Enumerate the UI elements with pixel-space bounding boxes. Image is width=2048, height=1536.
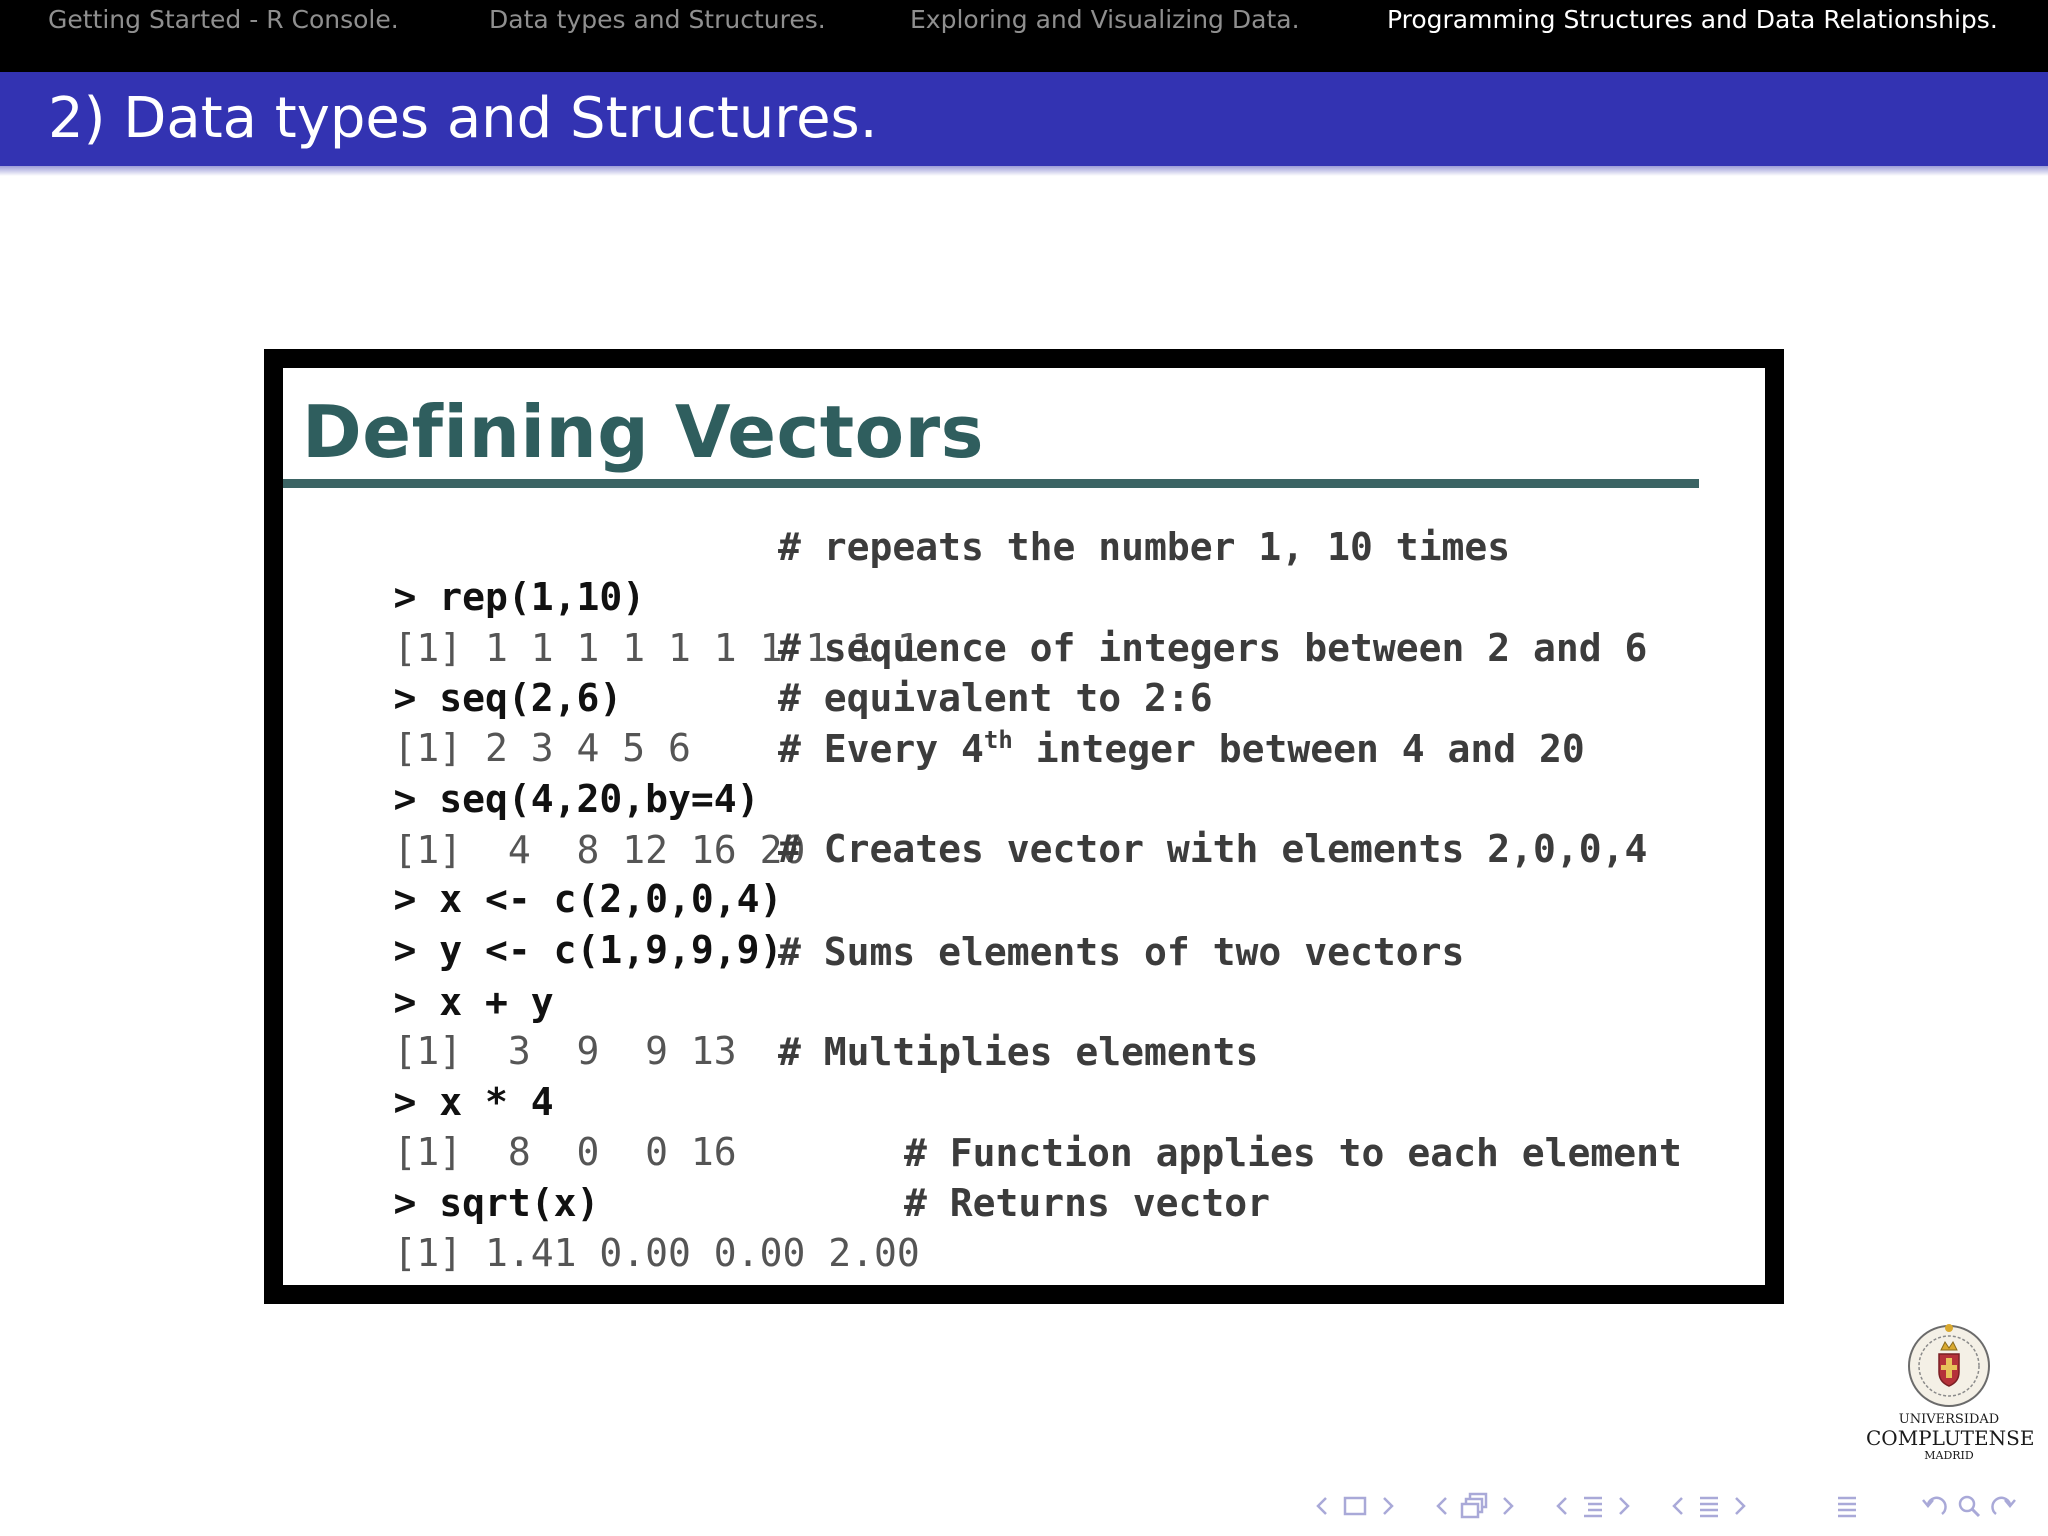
nav-doc-left-icon[interactable]	[1668, 1488, 1688, 1524]
code-comment: # Function applies to each element	[904, 1131, 1682, 1175]
code-line	[302, 976, 737, 1073]
nav-back-icon[interactable]	[1920, 1488, 1950, 1524]
nav-doc-icon[interactable]	[1694, 1488, 1724, 1524]
code-command: > x + y	[393, 980, 554, 1024]
nav-search-icon[interactable]	[1954, 1488, 1984, 1524]
code-line	[302, 1077, 737, 1174]
nav-section-right-icon[interactable]	[1614, 1488, 1634, 1524]
logo-text-complutense: COMPLUTENSE	[1866, 1426, 2035, 1450]
code-output: [1] 1.41 0.00 0.00 2.00	[393, 1231, 920, 1275]
code-line	[302, 824, 1648, 921]
code-output: [1] 4 8 12 16 20	[393, 828, 806, 872]
frame-title-bar	[0, 72, 2048, 166]
code-line	[302, 522, 1511, 619]
code-comment: # sequence of integers between 2 and 6	[778, 626, 1648, 670]
section-navigation-bar	[0, 0, 2048, 72]
code-command: > y <- c(1,9,9,9)	[393, 928, 783, 972]
nav-frame-left-icon[interactable]	[1312, 1488, 1332, 1524]
logo-text-madrid: MADRID	[1924, 1449, 1974, 1462]
code-output: [1] 1 1 1 1 1 1 1 1 1 1	[393, 626, 920, 670]
code-line	[302, 775, 806, 872]
code-command: > x * 4	[393, 1080, 554, 1124]
code-line	[302, 875, 783, 972]
university-logo	[1866, 1318, 2035, 1473]
frame-title: 2) Data types and Structures.	[48, 86, 878, 151]
code-command: > x <- c(2,0,0,4)	[393, 877, 783, 921]
nav-forward-icon[interactable]	[1988, 1488, 2018, 1524]
nav-subsection-right-icon[interactable]	[1498, 1488, 1518, 1524]
nav-section-programming[interactable]: Programming Structures and Data Relationships.	[1387, 5, 1998, 34]
nav-doc-right-icon[interactable]	[1730, 1488, 1750, 1524]
nav-appendix-icon[interactable]	[1832, 1488, 1862, 1524]
nav-subsection-icon[interactable]	[1458, 1488, 1492, 1524]
code-line	[302, 1178, 1271, 1275]
code-comment-part: # Every 4	[778, 727, 984, 771]
nav-frame-icon[interactable]	[1340, 1488, 1370, 1524]
heading-divider	[283, 479, 1699, 488]
slide-image	[264, 349, 1784, 1304]
code-comment	[778, 724, 1585, 774]
nav-section-exploring[interactable]: Exploring and Visualizing Data.	[910, 5, 1300, 34]
code-comment: # repeats the number 1, 10 times	[778, 525, 1511, 569]
nav-frame-right-icon[interactable]	[1378, 1488, 1398, 1524]
code-output: [1] 2 3 4 5 6	[393, 726, 691, 770]
code-command: > seq(2,6)	[393, 676, 623, 720]
logo-text-universidad: UNIVERSIDAD	[1898, 1412, 2000, 1427]
beamer-navigation-symbols	[1312, 1488, 2032, 1524]
code-comment: # equivalent to 2:6	[778, 676, 1213, 720]
code-line	[302, 573, 920, 670]
code-comment: # Creates vector with elements 2,0,0,4	[778, 827, 1648, 871]
code-comment: # Sums elements of two vectors	[778, 930, 1465, 974]
code-command: > rep(1,10)	[393, 575, 646, 619]
nav-section-icon[interactable]	[1578, 1488, 1608, 1524]
slide-heading: Defining Vectors	[302, 390, 984, 474]
nav-section-getting-started[interactable]: Getting Started - R Console.	[48, 5, 399, 34]
code-command: > sqrt(x)	[393, 1181, 600, 1225]
code-output: [1] 3 9 9 13	[393, 1029, 737, 1073]
nav-section-data-types[interactable]: Data types and Structures.	[489, 5, 826, 34]
code-line	[302, 724, 1585, 821]
code-comment: # Returns vector	[904, 1181, 1271, 1225]
nav-subsection-left-icon[interactable]	[1432, 1488, 1452, 1524]
code-comment-superscript: th	[983, 726, 1013, 754]
code-output: [1] 8 0 0 16	[393, 1130, 737, 1174]
code-command: > seq(4,20,by=4)	[393, 777, 760, 821]
code-comment-part: integer between 4 and 20	[1012, 727, 1585, 771]
nav-section-left-icon[interactable]	[1552, 1488, 1572, 1524]
code-comment: # Multiplies elements	[778, 1030, 1259, 1074]
seal-icon	[1903, 1318, 1995, 1410]
